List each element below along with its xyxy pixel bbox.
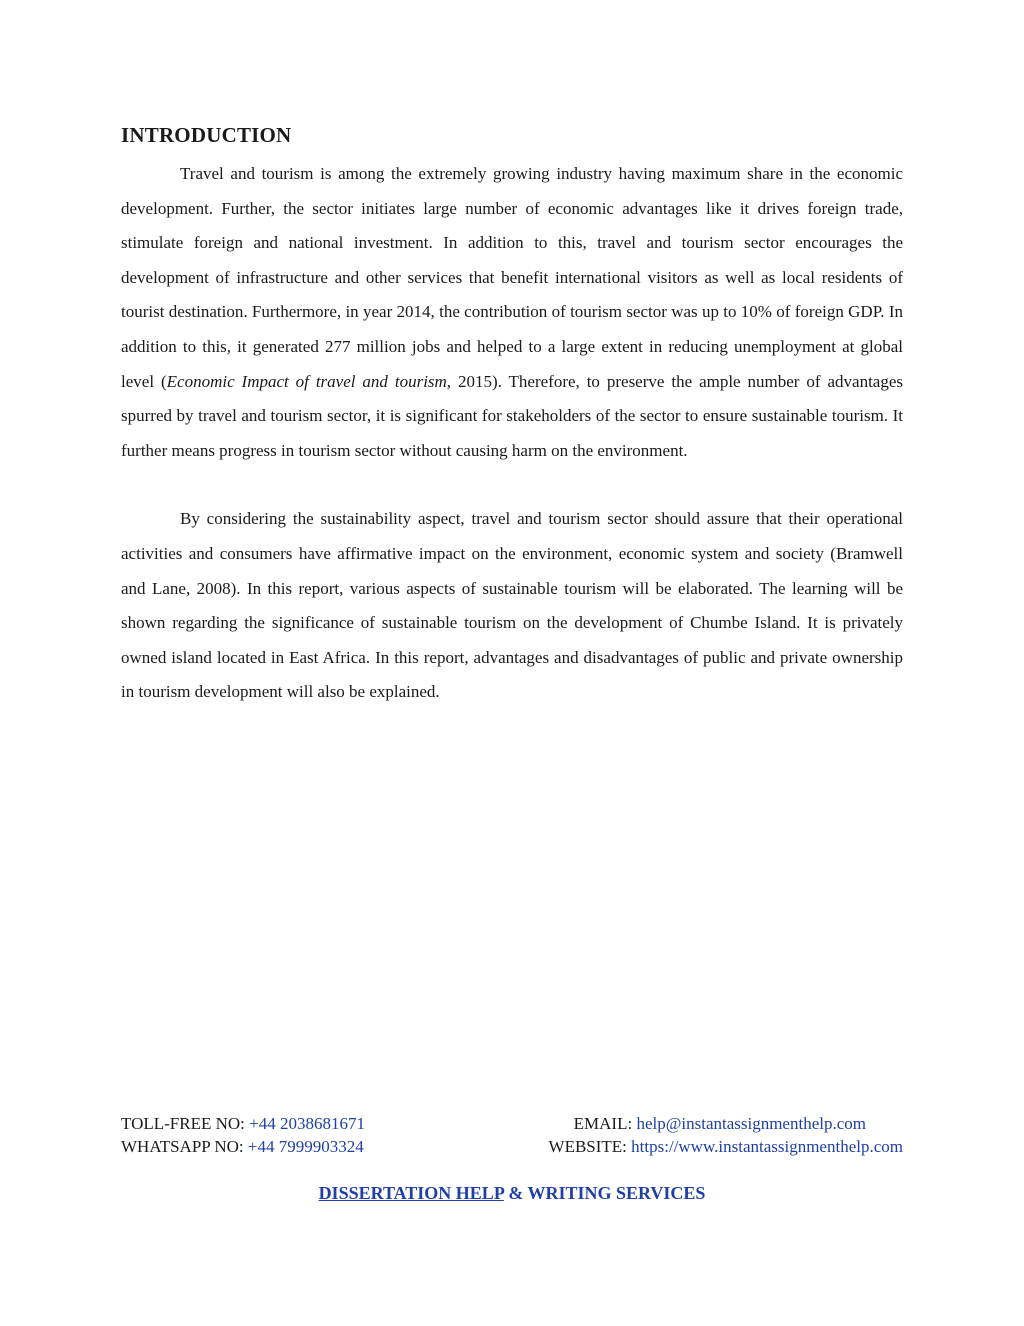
website-label: WEBSITE:: [548, 1137, 632, 1156]
tollfree-contact: [121, 1112, 365, 1135]
email-label: EMAIL:: [573, 1114, 637, 1133]
paragraph-2: By considering the sustainability aspect, travel and tourism sector should assure that their operational activities and consumers have affirmative impact on the environment, economic system and society (Bramwell and Lane, 2008). In this report, various aspects of sustainable tourism will be elaborated. The learning will be shown regarding the significance of sustainable tourism on the development of Chumbe Island. It is privately owned island located in East Africa. In this report, advantages and disadvantages of public and private ownership in tourism development will also be explained.: [121, 509, 903, 702]
paragraph-1-text: Travel and tourism is among the extremely growing industry having maximum share in the economic development. Further, the sector initiates large number of economic advantages like it drives foreign trade, stimulate foreign and national investment. In addition to this, travel and tourism sector encourages the development of infrastructure and other services that benefit international visitors as well as local residents of tourist destination. Furthermore, in year 2014, the contribution of tourism sector was up to 10% of foreign GDP. In addition to this, it generated 277 million jobs and helped to a large extent in reducing unemployment at global level (: [121, 164, 903, 391]
dissertation-help-link[interactable]: DISSERTATION HELP: [318, 1183, 504, 1203]
tollfree-label: TOLL-FREE NO:: [121, 1114, 250, 1133]
whatsapp-contact: [121, 1135, 364, 1158]
services-text: & WRITING SERVICES: [503, 1183, 706, 1203]
whatsapp-number[interactable]: +44 7999903324: [247, 1137, 364, 1156]
services-banner: [121, 1181, 903, 1205]
email-link[interactable]: help@instantassignmenthelp.com: [636, 1114, 866, 1133]
document-page: [121, 121, 903, 710]
contact-footer: [121, 1112, 903, 1158]
citation-title: Economic Impact of travel and tourism,: [166, 371, 452, 391]
tollfree-number[interactable]: +44 2038681671: [249, 1114, 365, 1133]
section-heading: INTRODUCTION: [121, 123, 292, 147]
paragraph-1: [121, 157, 903, 468]
footer-row-2: [121, 1135, 903, 1158]
footer-row-1: [121, 1112, 903, 1135]
website-contact: [549, 1135, 903, 1158]
website-link[interactable]: https://www.instantassignmenthelp.com: [631, 1137, 903, 1156]
whatsapp-label: WHATSAPP NO:: [121, 1137, 248, 1156]
paragraph-1-text-continued: 2015). Therefore, to preserve the ample number of advantages spurred by travel and tourism sector, it is significant for stakeholders of the sector to ensure sustainable tourism. It further means progress in tourism sector without causing harm on the environment.: [121, 371, 904, 460]
email-contact: [574, 1112, 903, 1135]
